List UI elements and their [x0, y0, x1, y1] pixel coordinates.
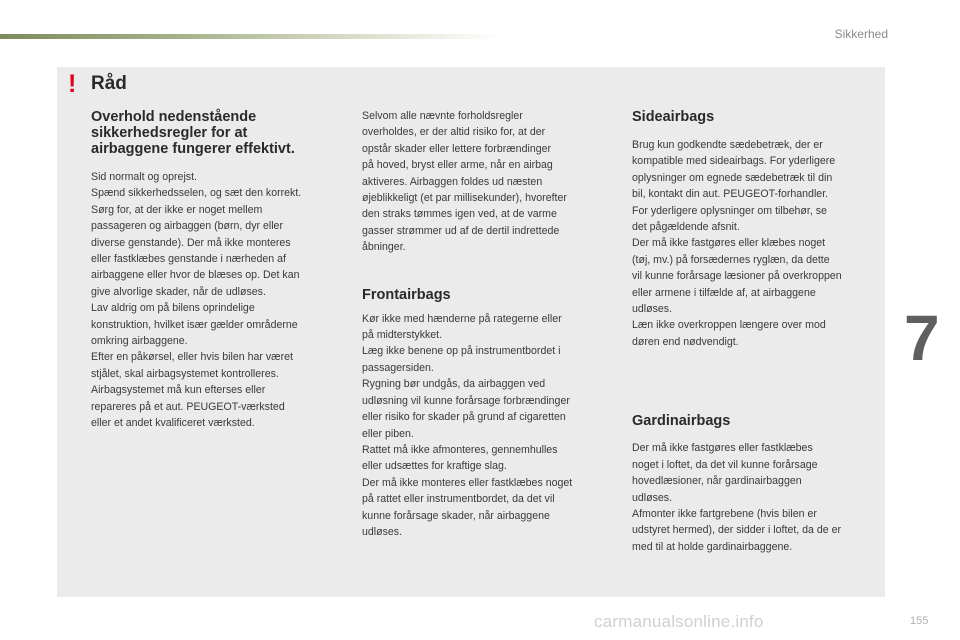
- intro-heading: Overhold nedenstående sikkerhedsregler for at airbaggene fungerer effektivt.: [91, 109, 295, 157]
- watermark: carmanualsonline.info: [594, 612, 764, 631]
- gardinairbags-heading: Gardinairbags: [632, 413, 731, 430]
- middle-text: Selvom alle nævnte forholdsregler overholdes, er der altid risiko for, at der opstår skader eller lettere forbrændinger på hoved, bryst eller arme, når en airbag aktiveres. Airbaggen foldes ud næsten øjeblikkeligt (et par millisekunder), hvorefter den straks tømmes igen ved, at de varme gasser strømmer ud af de dertil indrettede åbninger.: [362, 110, 567, 254]
- frontairbags-text: Kør ikke med hænderne på rategerne eller på midterstykket. Læg ikke benene op på instrumentbordet i passagersiden. Rygning bør undgås, da airbaggen ved udløsning vil kunne forårsage forbrændinger eller risiko for skader på grund af cigaretten eller piben. Rattet må ikke afmonteres, gennemhulles eller udsættes for kraftige slag. Der må ikke monteres eller fastklæbes noget på rattet eller instrumentbordet, da det vil kunne forårsage skader, når airbaggene udløses.: [362, 312, 573, 538]
- panel-title: Råd: [91, 73, 127, 94]
- column-right: [632, 108, 882, 555]
- sideairbags-heading: Sideairbags: [632, 109, 715, 125]
- gardinairbags-text: Der må ikke fastgøres eller fastklæbes noget i loftet, da det vil kunne forårsage hovedlæsioner, når gardinairbaggen udløses. Afmonter ikke fartgrebene (hvis bilen er udstyret hermed), der sidder i loftet, da de er med til at holde gardinairbaggene.: [632, 442, 842, 553]
- frontairbags-heading: Frontairbags: [362, 286, 451, 303]
- exclamation-icon: !: [68, 70, 77, 98]
- header-accent-bar: [0, 34, 500, 39]
- intro-text: Sid normalt og oprejst. Spænd sikkerhedsselen, og sæt den korrekt. Sørg for, at der ikke er noget mellem passageren og airbaggen (børn, dyr eller diverse genstande). Der må ikke monteres eller fastklæbes genstande i nærheden af airbaggene eller hvor de blæses op. Det kan give alvorlige skader, når de udløses. Lav aldrig om på bilens oprindelige konstruktion, hvilket især gælder områderne omkring airbaggene. Efter en påkørsel, eller hvis bilen har været stjålet, skal airbagsystemet kontrolleres. Airbagsystemet må kun efterses eller repareres på et aut. PEUGEOT-værksted eller et andet kvalificeret værksted.: [91, 171, 302, 430]
- page-number: 155: [910, 615, 929, 627]
- section-label: Sikkerhed: [834, 27, 888, 41]
- chapter-number: 7: [904, 302, 940, 374]
- column-middle: [362, 108, 612, 540]
- sideairbags-text: Brug kun godkendte sædebetræk, der er kompatible med sideairbags. For yderligere oplysninger om egnede sædebetræk til din bil, kontakt din aut. PEUGEOT-forhandler. For yderligere oplysninger om tilbehør, se det pågældende afsnit. Der må ikke fastgøres eller klæbes noget (tøj, mv.) på forsædernes ryglæn, da dette vil kunne forårsage læsioner på overkroppen eller armene i tilfælde af, at airbaggene udløses. Læn ikke overkroppen længere over mod døren end nødvendigt.: [632, 139, 842, 348]
- column-intro: [91, 109, 341, 432]
